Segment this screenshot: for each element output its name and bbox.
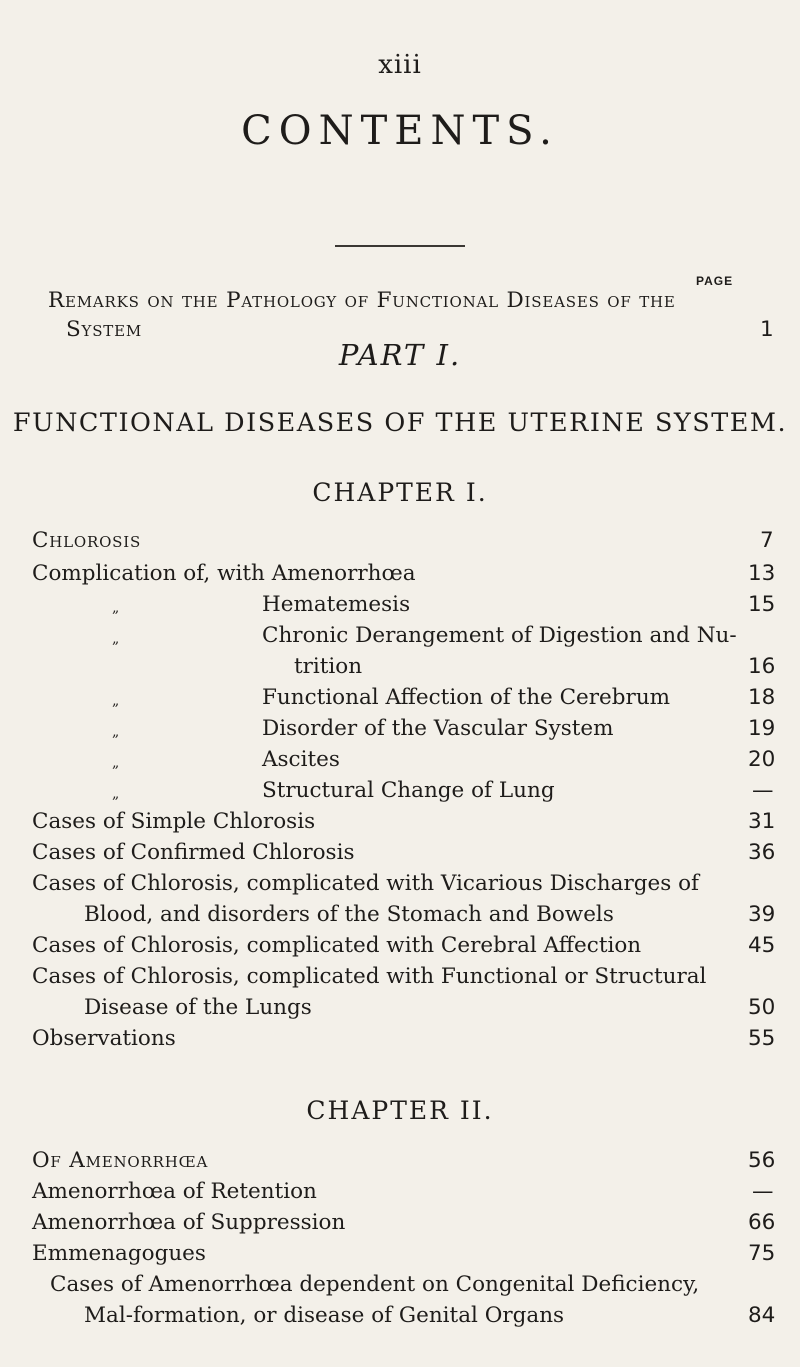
ditto-mark: „ — [112, 631, 120, 647]
toc-entry-text: Cases of Amenorrhœa dependent on Congenital Deficiency, — [50, 1272, 700, 1297]
toc-entry-text: Ascites — [262, 747, 340, 772]
toc-entry-page: 39 — [748, 902, 776, 927]
toc-entry-page: 55 — [748, 1026, 776, 1051]
chapter-2-label: CHAPTER II. — [306, 1096, 494, 1125]
toc-entry-page: 66 — [748, 1210, 776, 1235]
toc-entry-page: 36 — [748, 840, 776, 865]
part-label: PART I. — [338, 338, 462, 372]
toc-entry-page: 7 — [760, 528, 774, 553]
toc-entry-text: Cases of Chlorosis, complicated with Vicarious Discharges of — [32, 871, 699, 896]
part-title: FUNCTIONAL DISEASES OF THE UTERINE SYSTEM. — [12, 408, 788, 438]
toc-entry-page: — — [752, 778, 774, 803]
page-column-header: PAGE — [696, 274, 734, 288]
toc-entry-text: Functional Affection of the Cerebrum — [262, 685, 671, 710]
toc-entry-text: Cases of Chlorosis, complicated with Cerebral Affection — [32, 933, 642, 958]
toc-entry-text: Complication of, with Amenorrhœa — [32, 561, 416, 586]
toc-entry-text: Blood, and disorders of the Stomach and Bowels — [84, 902, 614, 927]
ditto-mark: „ — [112, 600, 120, 616]
title-divider — [335, 245, 465, 247]
toc-entry-page: 19 — [748, 716, 776, 741]
toc-entry-page: — — [752, 1179, 774, 1204]
toc-entry-text: trition — [294, 654, 363, 679]
toc-entry-text: Disease of the Lungs — [84, 995, 312, 1020]
ditto-mark: „ — [112, 755, 120, 771]
chapter-1-label: CHAPTER I. — [312, 478, 488, 507]
toc-entry-text: Of Amenorrhœa — [32, 1148, 209, 1173]
toc-entry-page: 31 — [748, 809, 776, 834]
toc-entry-page: 50 — [748, 995, 776, 1020]
toc-entry-text: Cases of Simple Chlorosis — [32, 809, 316, 834]
toc-entry-text: Amenorrhœa of Suppression — [32, 1210, 346, 1235]
toc-entry-text: Amenorrhœa of Retention — [32, 1179, 317, 1204]
toc-entry-page: 45 — [748, 933, 776, 958]
toc-entry-page: 13 — [748, 561, 776, 586]
intro-line-1: Remarks on the Pathology of Functional Diseases of the — [48, 288, 676, 313]
toc-entry-text: Disorder of the Vascular System — [262, 716, 614, 741]
toc-entry-text: Chronic Derangement of Digestion and Nu- — [262, 623, 737, 648]
ditto-mark: „ — [112, 724, 120, 740]
toc-entry-page: 15 — [748, 592, 776, 617]
intro-line-2: System — [66, 317, 143, 342]
toc-entry-text: Emmenagogues — [32, 1241, 206, 1266]
intro-page: 1 — [760, 317, 774, 342]
ditto-mark: „ — [112, 693, 120, 709]
toc-entry-text: Observations — [32, 1026, 176, 1051]
toc-entry-text: Structural Change of Lung — [262, 778, 555, 803]
folio-number: xiii — [378, 50, 422, 80]
toc-entry-text: Hematemesis — [262, 592, 411, 617]
toc-entry-text: Mal-formation, or disease of Genital Organs — [84, 1303, 565, 1328]
toc-entry-page: 20 — [748, 747, 776, 772]
toc-entry-text: Cases of Confirmed Chlorosis — [32, 840, 355, 865]
toc-entry-page: 18 — [748, 685, 776, 710]
page-title: CONTENTS. — [241, 108, 559, 154]
toc-entry-text: Chlorosis — [32, 528, 142, 553]
toc-entry-text: Cases of Chlorosis, complicated with Functional or Structural — [32, 964, 707, 989]
toc-entry-page: 84 — [748, 1303, 776, 1328]
toc-entry-page: 56 — [748, 1148, 776, 1173]
toc-entry-page: 75 — [748, 1241, 776, 1266]
ditto-mark: „ — [112, 786, 120, 802]
toc-entry-page: 16 — [748, 654, 776, 679]
